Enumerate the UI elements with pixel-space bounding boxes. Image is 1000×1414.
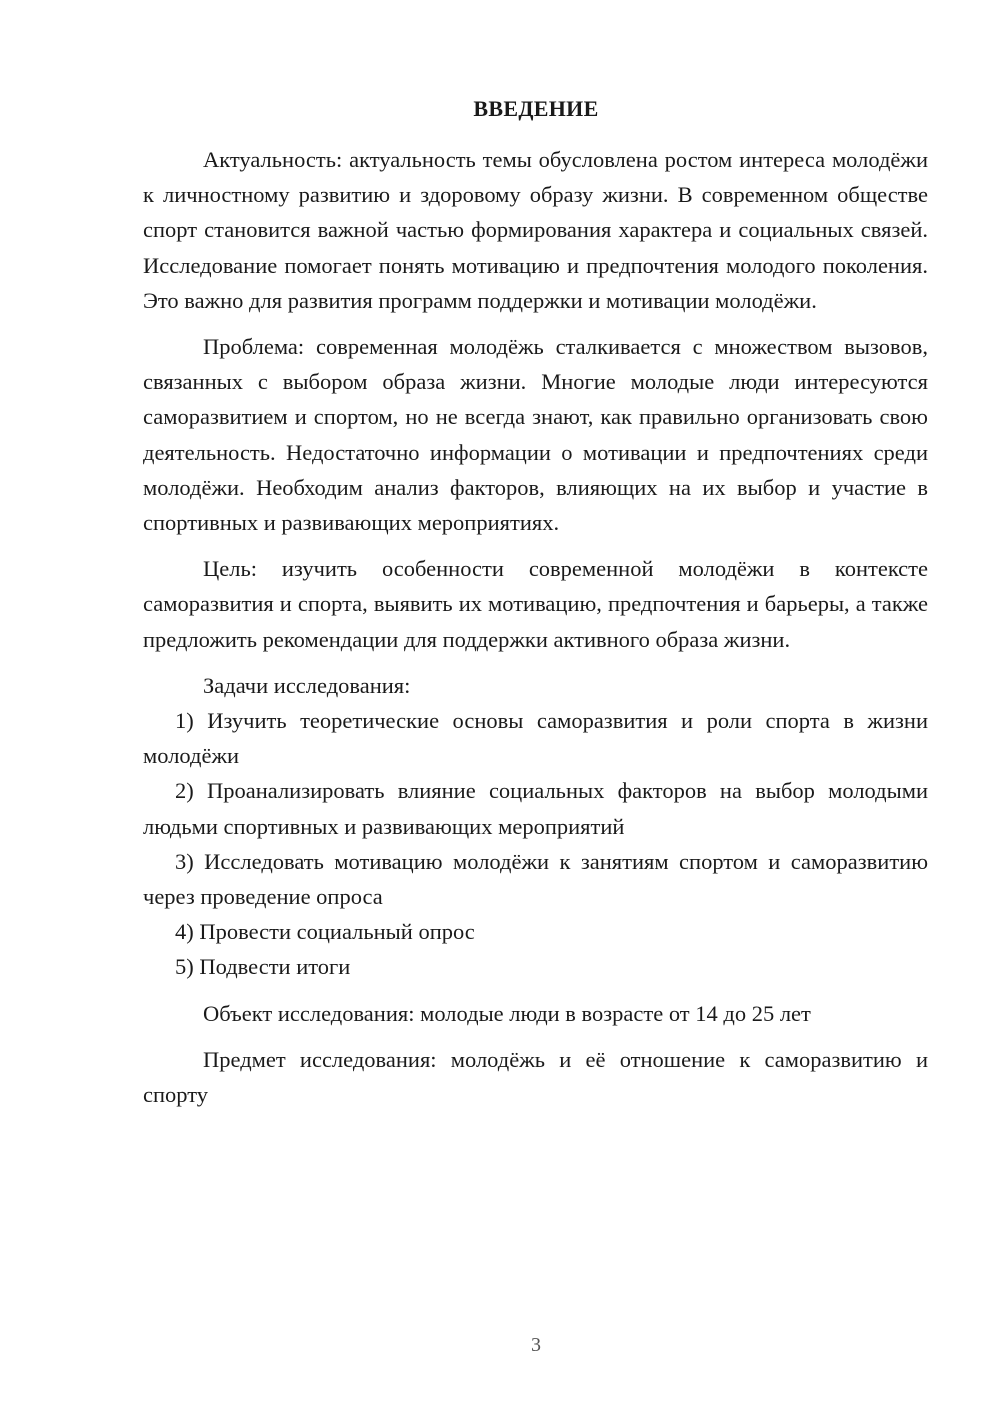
page-number: 3	[531, 1334, 541, 1356]
paragraph-object: Объект исследования: молодые люди в возрасте от 14 до 25 лет	[203, 1000, 811, 1026]
paragraph-relevance: Актуальность: актуальность темы обусловлена ростом интереса молодёжи к личностному развитию и здоровому образу жизни. В современном обществе спорт становится важной частью формирования характера и социальных связей. Исследование помогает понять мотивацию и предпочтения молодого поколения. Это важно для развития программ поддержки и мотивации молодёжи.	[143, 147, 928, 313]
task-item: 5) Подвести итоги	[175, 954, 351, 980]
task-item: 3) Исследовать мотивацию молодёжи к занятиям спортом и саморазвитию через проведение опроса	[143, 848, 928, 910]
paragraph-goal: Цель: изучить особенности современной молодёжи в контексте саморазвития и спорта, выявить их мотивацию, предпочтения и барьеры, а также предложить рекомендации для поддержки активного образа жизни.	[143, 556, 928, 652]
task-item: 2) Проанализировать влияние социальных факторов на выбор молодыми людьми спортивных и развивающих мероприятий	[143, 778, 928, 839]
tasks-heading: Задачи исследования:	[203, 672, 411, 698]
section-title: ВВЕДЕНИЕ	[473, 96, 599, 121]
task-item: 1) Изучить теоретические основы саморазвития и роли спорта в жизни молодёжи	[143, 708, 928, 769]
body-text	[143, 142, 928, 1112]
paragraph-problem: Проблема: современная молодёжь сталкивается с множеством вызовов, связанных с выбором образа жизни. Многие молодые люди интересуются саморазвитием и спортом, но не всегда знают, как правильно организовать свою деятельность. Недостаточно информации о мотивации и предпочтениях среди молодёжи. Необходим анализ факторов, влияющих на их выбор и участие в спортивных и развивающих мероприятиях.	[143, 334, 928, 536]
task-item: 4) Провести социальный опрос	[175, 919, 475, 945]
paragraph-subject: Предмет исследования: молодёжь и её отношение к саморазвитию и спорту	[143, 1046, 928, 1108]
